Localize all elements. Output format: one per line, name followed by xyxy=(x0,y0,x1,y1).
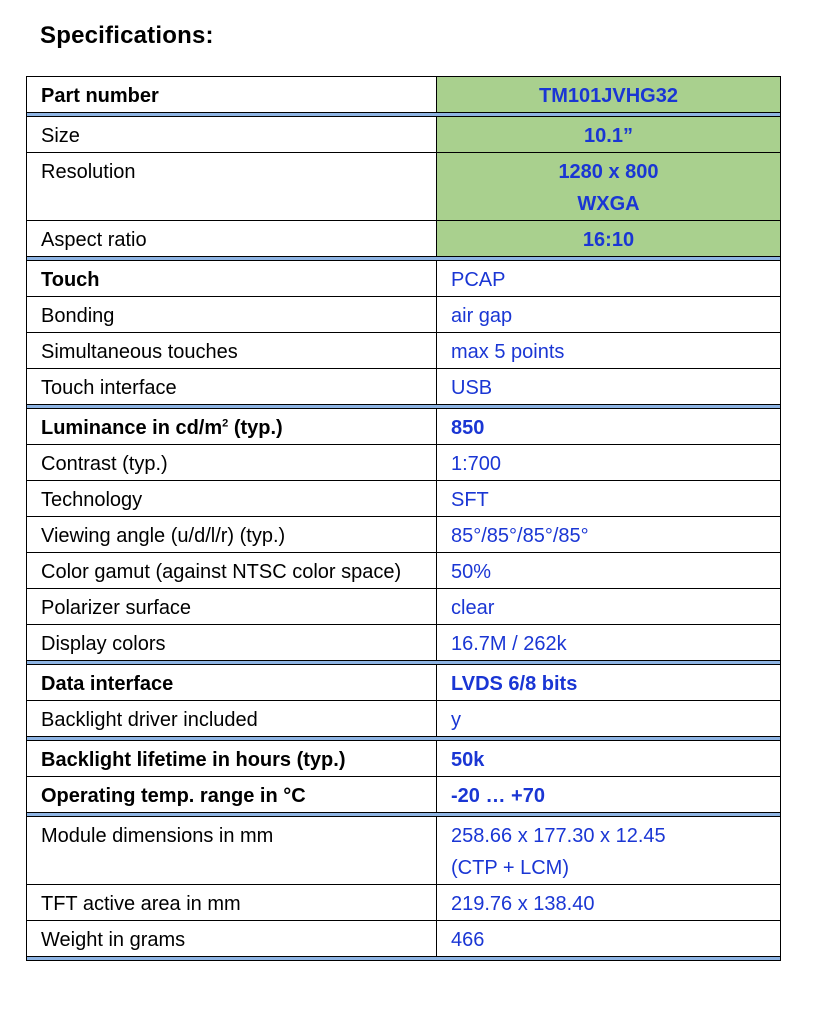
spec-label: Display colors xyxy=(27,625,437,660)
spec-value: 10.1” xyxy=(437,117,780,152)
spec-value: 1280 x 800 WXGA xyxy=(437,153,780,220)
spec-value: clear xyxy=(451,597,495,619)
spec-value: air gap xyxy=(451,305,513,327)
spec-value: 16:10 xyxy=(437,221,780,256)
spec-value: USB xyxy=(451,377,493,399)
spec-label: Touch interface xyxy=(27,369,437,404)
spec-label: Backlight driver included xyxy=(27,701,437,736)
spec-row-contrast-typ xyxy=(26,445,781,481)
spec-row-size xyxy=(26,117,781,153)
spec-label: Color gamut (against NTSC color space) xyxy=(27,553,437,588)
spec-label: Simultaneous touches xyxy=(27,333,437,368)
spec-row-polarizer-surface xyxy=(26,589,781,625)
spec-value: 16.7M / 262k xyxy=(451,633,567,655)
spec-value: 219.76 x 138.40 xyxy=(451,893,595,915)
spec-value: LVDS 6/8 bits xyxy=(451,673,578,695)
spec-value: y xyxy=(451,709,461,731)
spec-row-operating-temp-range-in-c xyxy=(26,777,781,813)
spec-row-luminance-in-cd-m2-typ xyxy=(26,409,781,445)
spec-value: 1:700 xyxy=(451,453,502,475)
spec-row-touch xyxy=(26,261,781,297)
spec-value: -20 … +70 xyxy=(451,785,545,807)
spec-row-tft-active-area-in-mm xyxy=(26,885,781,921)
spec-value: 50% xyxy=(451,561,492,583)
spec-label: Touch xyxy=(27,261,437,296)
spec-label: Size xyxy=(27,117,437,152)
specifications-table xyxy=(26,76,781,961)
spec-value: 85°/85°/85°/85° xyxy=(451,525,589,547)
page-title: Specifications: xyxy=(40,22,214,49)
spec-row-aspect-ratio xyxy=(26,221,781,257)
spec-label: Operating temp. range in °C xyxy=(27,777,437,812)
spec-label: Module dimensions in mm xyxy=(27,817,437,884)
spec-label: Aspect ratio xyxy=(27,221,437,256)
spec-label: Weight in grams xyxy=(27,921,437,956)
spec-row-backlight-driver-included xyxy=(26,701,781,737)
spec-row-weight-in-grams xyxy=(26,921,781,957)
spec-value: SFT xyxy=(451,489,489,511)
spec-value: 258.66 x 177.30 x 12.45 (CTP + LCM) xyxy=(451,825,666,879)
spec-row-viewing-angle-u-d-l-r-typ xyxy=(26,517,781,553)
spec-value: 466 xyxy=(451,929,485,951)
spec-label: Resolution xyxy=(27,153,437,220)
spec-row-bonding xyxy=(26,297,781,333)
spec-row-technology xyxy=(26,481,781,517)
spec-row-color-gamut-against-ntsc-color-space xyxy=(26,553,781,589)
spec-label: Technology xyxy=(27,481,437,516)
spec-label: TFT active area in mm xyxy=(27,885,437,920)
spec-value: max 5 points xyxy=(451,341,565,363)
spec-label: Bonding xyxy=(27,297,437,332)
spec-row-part-number xyxy=(26,76,781,113)
spec-row-resolution xyxy=(26,153,781,221)
spec-row-display-colors xyxy=(26,625,781,661)
spec-value: PCAP xyxy=(451,269,506,291)
spec-label: Viewing angle (u/d/l/r) (typ.) xyxy=(27,517,437,552)
spec-label: Part number xyxy=(27,77,437,112)
spec-label: Data interface xyxy=(27,665,437,700)
section-separator xyxy=(26,957,781,961)
spec-row-data-interface xyxy=(26,665,781,701)
spec-label: Luminance in $cd/m^2$ (typ.) xyxy=(27,409,437,444)
spec-value: TM101JVHG32 xyxy=(437,77,780,112)
spec-label: Polarizer surface xyxy=(27,589,437,624)
spec-label: Backlight lifetime in hours (typ.) xyxy=(27,741,437,776)
spec-row-touch-interface xyxy=(26,369,781,405)
spec-row-simultaneous-touches xyxy=(26,333,781,369)
spec-label: Contrast (typ.) xyxy=(27,445,437,480)
spec-value: 850 xyxy=(451,417,485,439)
spec-value: 50k xyxy=(451,749,485,771)
spec-row-module-dimensions-in-mm xyxy=(26,817,781,885)
spec-row-backlight-lifetime-in-hours-typ xyxy=(26,741,781,777)
